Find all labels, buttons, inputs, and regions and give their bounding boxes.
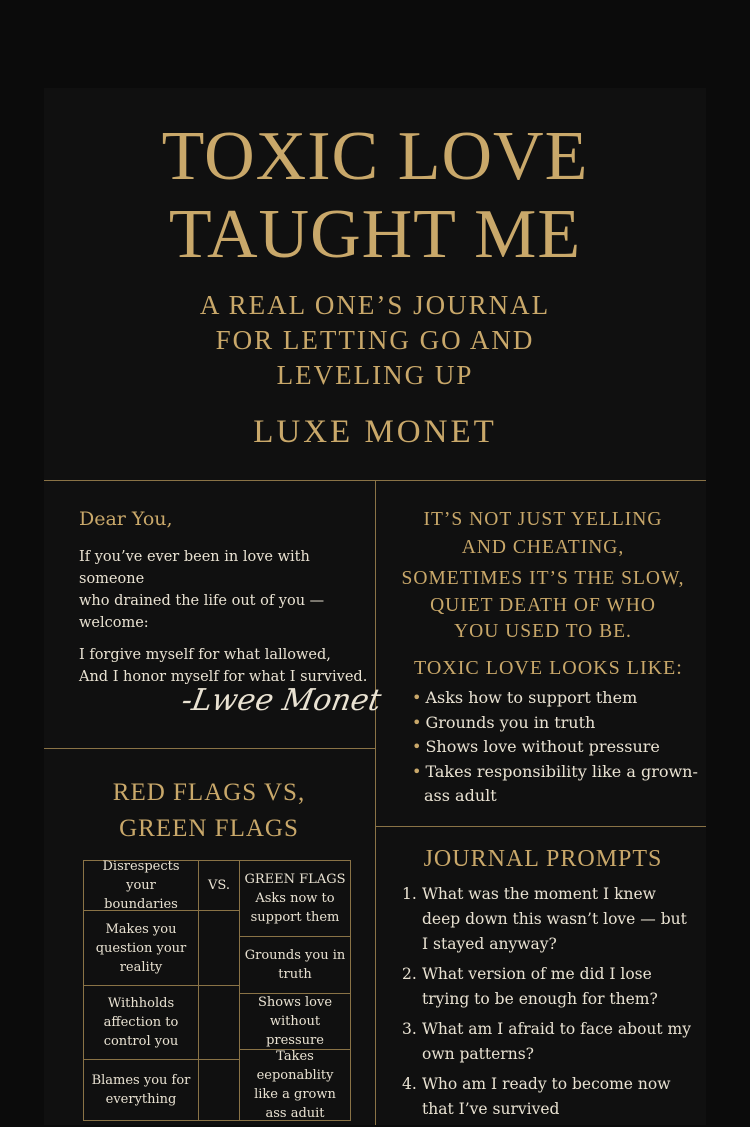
letter-line: And I honor myself for what I survived.	[79, 669, 368, 685]
list-item: • Asks how to support them	[412, 688, 638, 707]
green-flag-header-cell	[239, 860, 351, 937]
list-item: • Grounds you in truth	[412, 712, 596, 732]
quote-line: YOU USED TO BE.	[454, 621, 632, 642]
list-item: • Takes responsibility like a grown-ass adult	[412, 761, 698, 805]
quote-line: IT’S NOT JUST YELLING	[423, 509, 663, 530]
signature: -Lwee Monet	[178, 683, 384, 718]
spacer-cell	[198, 1059, 240, 1121]
red-flag-cell: Blames you for everything	[83, 1059, 199, 1121]
bullet-icon: •	[412, 688, 422, 707]
quote-line: QUIET DEATH OF WHO	[430, 595, 656, 616]
looks-like-heading: TOXIC LOVE LOOKS LIKE:	[414, 657, 683, 679]
prompt-item: 2. What version of me did I lose trying to be enough for them?	[402, 965, 658, 1008]
letter-line: who drained the life out of you —	[79, 593, 325, 609]
author-name: LUXE MONET	[253, 414, 497, 450]
flags-heading-line-2: GREEN FLAGS	[119, 815, 299, 842]
journal-prompts-list	[402, 882, 692, 1127]
flags-heading-line-1: RED FLAGS VS,	[112, 779, 306, 806]
green-flag-text: Asks now to support them	[250, 891, 340, 925]
bullet-icon: •	[412, 761, 422, 781]
letter-greeting: Dear You,	[79, 508, 173, 530]
quote-line: AND CHEATING,	[461, 537, 625, 558]
subtitle-line-1: A REAL ONE’S JOURNAL	[199, 290, 551, 320]
journal-prompts-heading: JOURNAL PROMPTS	[423, 846, 663, 872]
spacer-cell	[198, 985, 240, 1060]
red-flag-cell: Disrespects your boundaries	[83, 860, 199, 911]
divider-right-mid	[375, 826, 706, 827]
title-line-2: TAUGHT ME	[168, 196, 582, 273]
letter-line: I forgive myself for what lallowed,	[79, 647, 331, 663]
prompt-item: 3. What am I afraid to face about my own patterns?	[402, 1020, 691, 1063]
letter-line: If you’ve ever been in love with someone	[79, 549, 310, 587]
red-flag-cell: Withholds affection to control you	[83, 985, 199, 1060]
green-flags-header: GREEN FLAGS	[244, 872, 346, 887]
bullet-icon: •	[412, 712, 422, 732]
red-flag-cell: Makes you question your reality	[83, 910, 199, 986]
looks-like-list	[412, 686, 702, 809]
vs-label: VS.	[198, 860, 240, 911]
divider-left-mid	[44, 748, 375, 749]
spacer-cell	[198, 910, 240, 986]
letter-section	[79, 508, 369, 688]
subtitle-line-2: FOR LETTING GO AND	[215, 325, 535, 355]
prompt-item: 1. What was the moment I knew deep down this wasn’t love — but I stayed anyway?	[402, 885, 687, 953]
divider-center	[375, 480, 376, 1125]
title-line-1: TOXIC LOVE	[161, 118, 589, 195]
prompt-item: 4. Who am I ready to become now that I’ve survived	[402, 1075, 671, 1118]
green-flag-cell: Grounds you in truth	[239, 936, 351, 994]
list-item: • Shows love without pressure	[412, 737, 660, 756]
letter-line: welcome:	[79, 615, 149, 631]
quote-line: SOMETIMES IT’S THE SLOW,	[401, 568, 685, 589]
green-flag-cell: Shows love without pressure	[239, 993, 351, 1050]
green-flag-cell: Takes eeponablity like a grown ass aduit	[239, 1049, 351, 1121]
subtitle-line-3: LEVELING UP	[276, 360, 474, 390]
bullet-icon: •	[412, 737, 422, 756]
